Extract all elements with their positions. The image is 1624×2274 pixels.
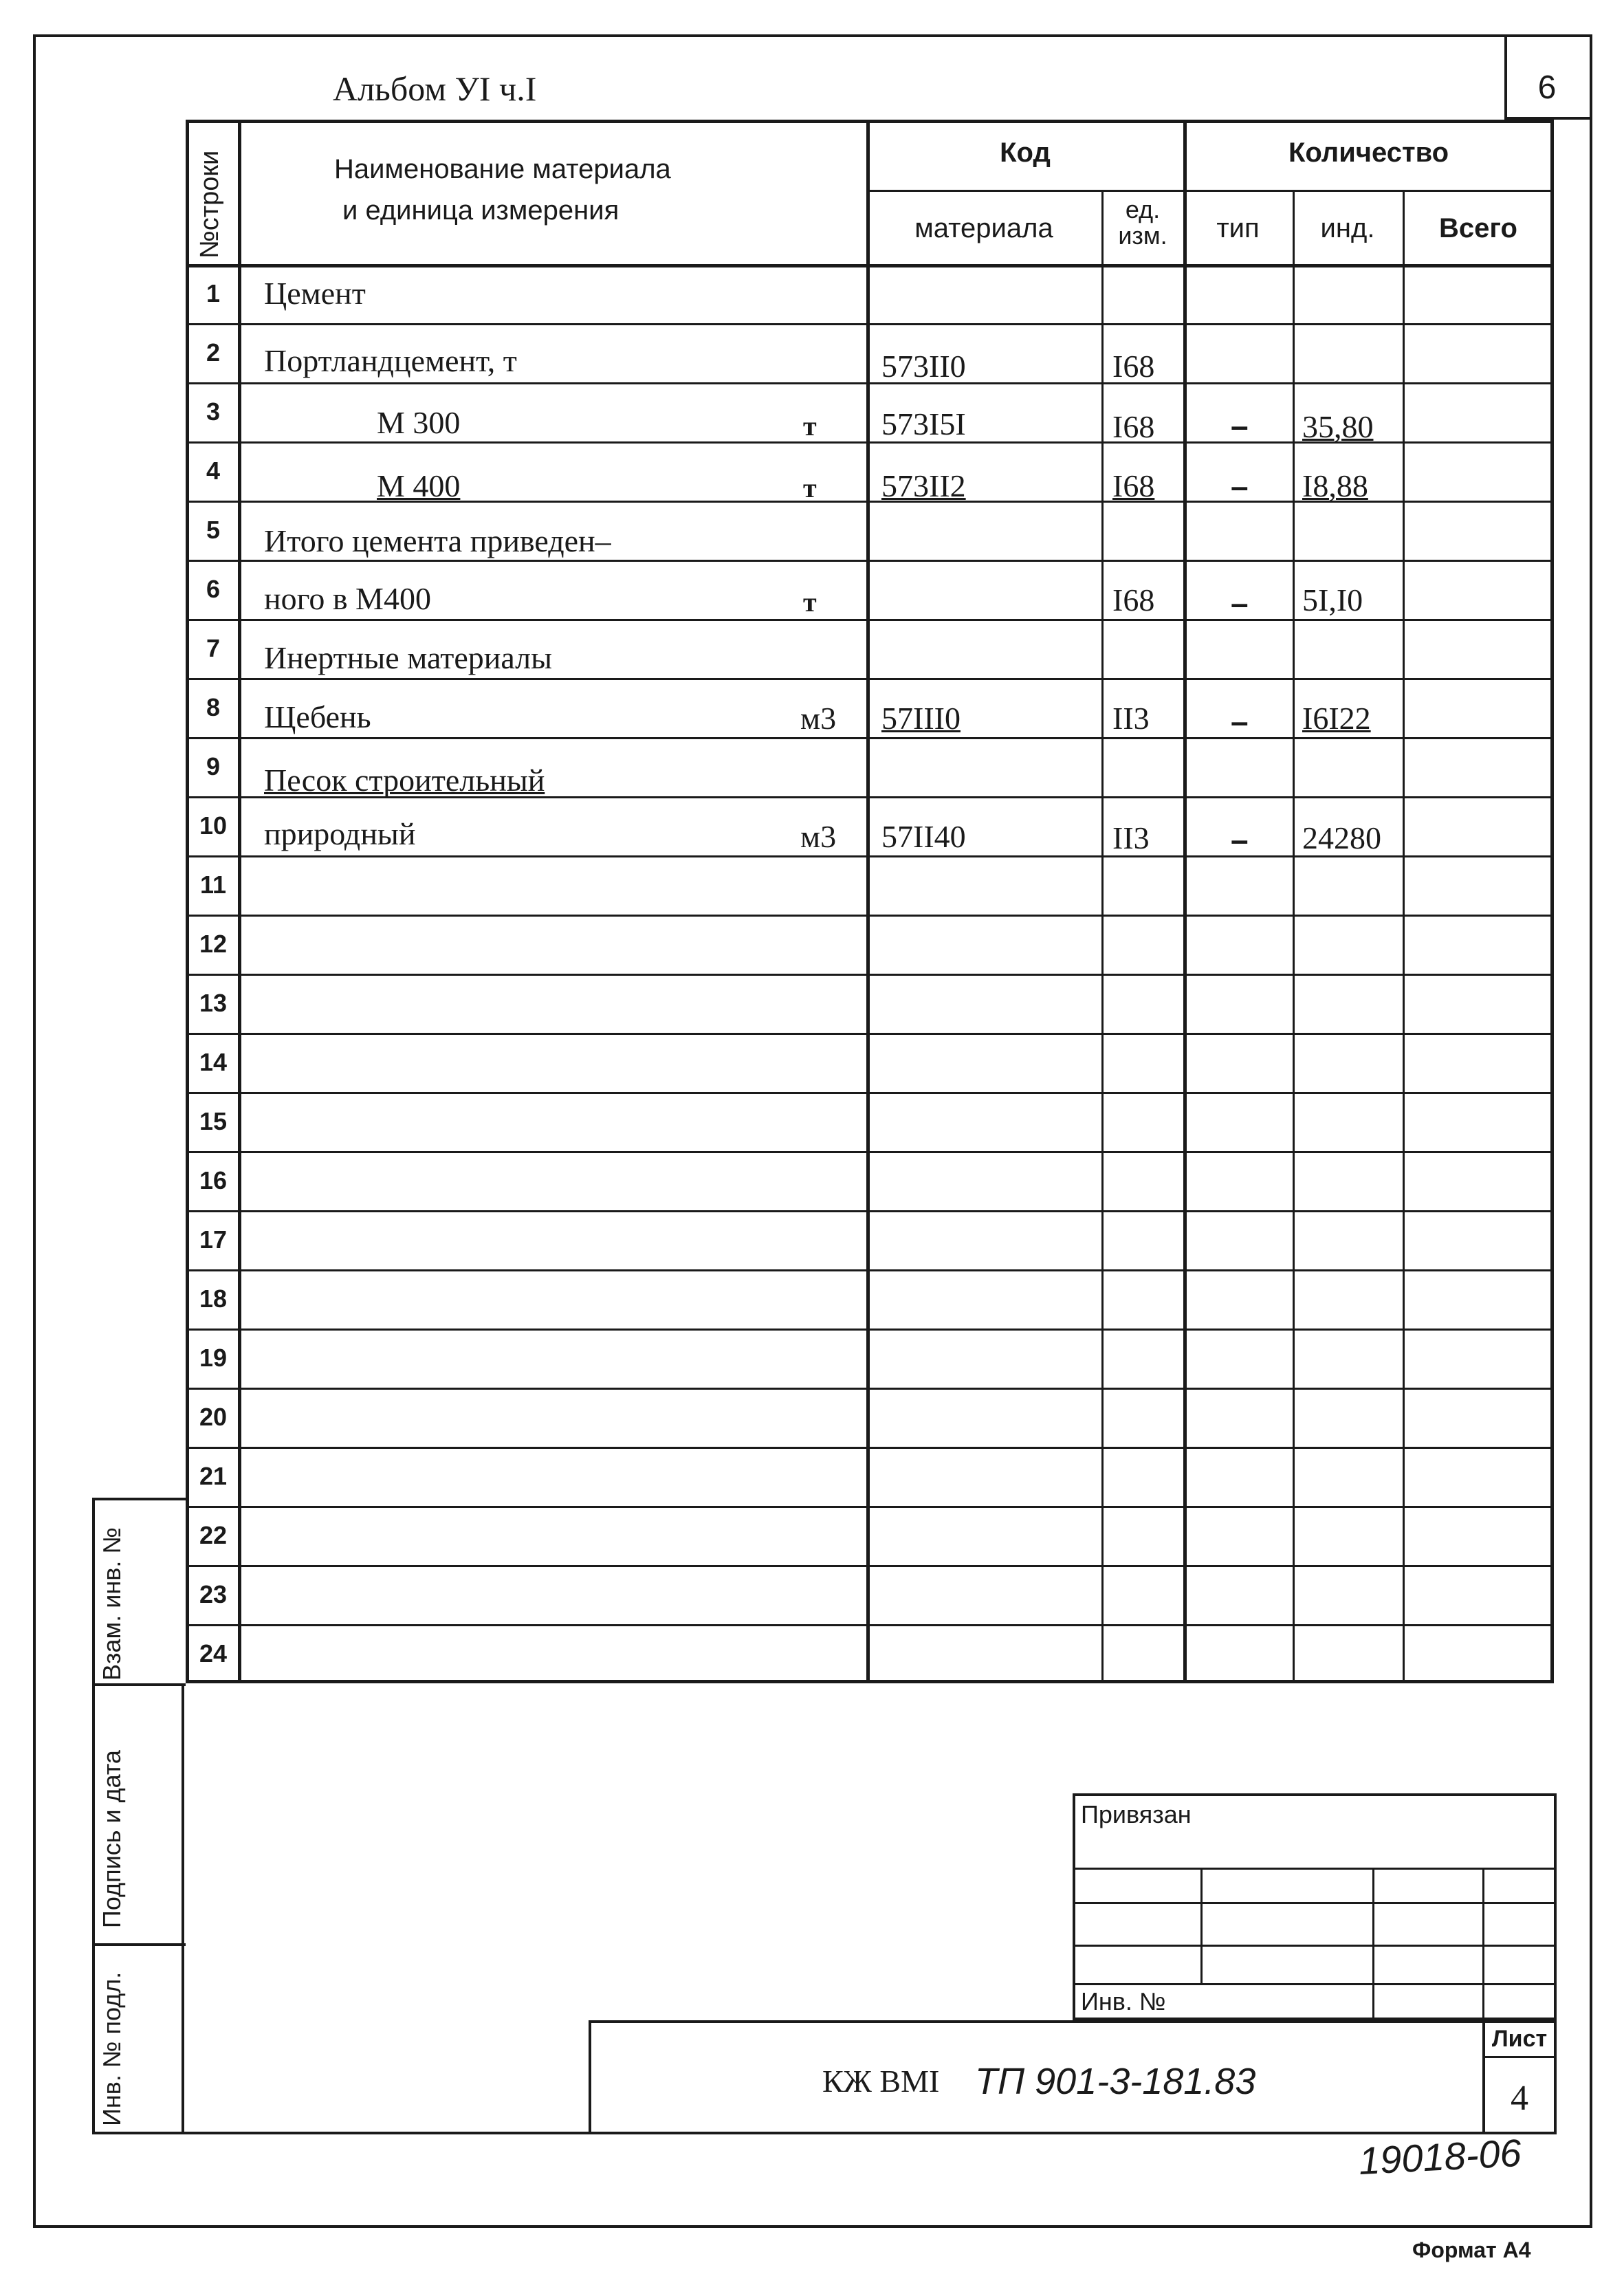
type-value: – — [1231, 468, 1249, 504]
stamp-sheet-label: Лист — [1491, 2026, 1548, 2052]
row-number: 6 — [206, 575, 221, 603]
material-code: 573II0 — [881, 349, 966, 384]
unit-code: II3 — [1112, 701, 1150, 736]
stamp-designation: ТП 901-3-181.83 — [975, 2061, 1256, 2102]
material-code: 57III0 — [881, 701, 961, 736]
unit: м3 — [800, 819, 837, 854]
row-number: 23 — [199, 1580, 228, 1608]
material-name: Цемент — [264, 276, 366, 311]
row-number: 3 — [206, 397, 221, 426]
row-number: 24 — [199, 1639, 228, 1668]
material-code: 573II2 — [881, 468, 966, 503]
side-label-vzam: Взам. инв. № — [98, 1527, 126, 1681]
stamp-sheet-number: 4 — [1511, 2079, 1528, 2118]
material-name: ного в М400 — [264, 581, 431, 616]
unit: т — [803, 472, 817, 503]
row-number: 18 — [199, 1284, 228, 1313]
unit: т — [803, 587, 817, 617]
unit-code: II3 — [1112, 820, 1150, 855]
row-number: 8 — [206, 693, 221, 721]
material-name: Щебень — [264, 699, 371, 734]
row-number: 17 — [199, 1225, 228, 1254]
row-number: 9 — [206, 752, 221, 780]
material-name: природный — [264, 816, 416, 851]
type-value: – — [1231, 585, 1249, 621]
row-number: 20 — [199, 1403, 228, 1431]
row-number: 12 — [199, 930, 228, 958]
ind-value: 35,80 — [1302, 409, 1374, 444]
unit: т — [803, 411, 817, 441]
row-number: 2 — [206, 338, 221, 367]
row-number: 14 — [199, 1048, 228, 1076]
col-code: Код — [1000, 138, 1051, 168]
col-row-label: №строки — [195, 150, 224, 259]
material-name: М 400 — [377, 468, 461, 503]
row-number: 5 — [206, 516, 221, 544]
col-name-line1: Наименование материала — [334, 154, 671, 184]
col-code-material: материала — [914, 213, 1053, 243]
side-label-podpis: Подпись и дата — [98, 1750, 126, 1928]
handwritten-number: 19018-06 — [1357, 2130, 1523, 2183]
row-number: 7 — [206, 634, 221, 662]
col-name-line2: и единица измерения — [342, 195, 619, 226]
material-name: Песок строительный — [264, 763, 545, 798]
row-number: 19 — [199, 1344, 228, 1372]
ind-value: 24280 — [1302, 820, 1381, 855]
unit: м3 — [800, 701, 837, 736]
ind-value: 5I,I0 — [1302, 582, 1363, 617]
unit-code: I68 — [1112, 409, 1155, 444]
unit-code: I68 — [1112, 582, 1155, 617]
type-value: – — [1231, 703, 1249, 739]
row-number: 11 — [199, 871, 227, 899]
row-number: 16 — [199, 1166, 228, 1194]
row-number: 15 — [199, 1107, 228, 1135]
stamp-designation-prefix: КЖ ВМI — [822, 2064, 940, 2099]
col-qty-type: тип — [1216, 213, 1260, 243]
album-title: Альбом УI ч.I — [333, 69, 537, 108]
material-name: Инертные материалы — [264, 640, 553, 675]
row-number: 1 — [206, 279, 221, 307]
col-code-unit: ед. изм. — [1118, 195, 1167, 250]
row-number: 4 — [206, 457, 221, 485]
row-number: 13 — [199, 989, 228, 1017]
col-qty-ind: инд. — [1320, 213, 1375, 243]
type-value: – — [1231, 408, 1249, 444]
row-number: 10 — [199, 811, 228, 840]
material-code: 57II40 — [881, 819, 966, 854]
unit-code: I68 — [1112, 349, 1155, 384]
ind-value: I6I22 — [1302, 701, 1371, 736]
row-number: 21 — [199, 1462, 228, 1490]
page-number: 6 — [1537, 69, 1557, 106]
format-label: Формат А4 — [1412, 2238, 1531, 2262]
material-code: 573I5I — [881, 406, 966, 441]
material-name: Итого цемента приведен– — [264, 523, 611, 558]
side-label-inv: Инв. № подл. — [98, 1971, 126, 2126]
material-name: М 300 — [377, 405, 461, 440]
ind-value: I8,88 — [1302, 468, 1368, 503]
row-number: 22 — [199, 1521, 228, 1549]
stamp-inv-no: Инв. № — [1081, 1987, 1166, 2015]
unit-code: I68 — [1112, 468, 1155, 503]
col-qty: Количество — [1288, 138, 1449, 168]
material-name: Портландцемент, т — [264, 343, 517, 378]
stamp-privyazan: Привязан — [1081, 1800, 1192, 1828]
col-qty-total: Всего — [1439, 213, 1517, 243]
type-value: – — [1231, 822, 1249, 857]
